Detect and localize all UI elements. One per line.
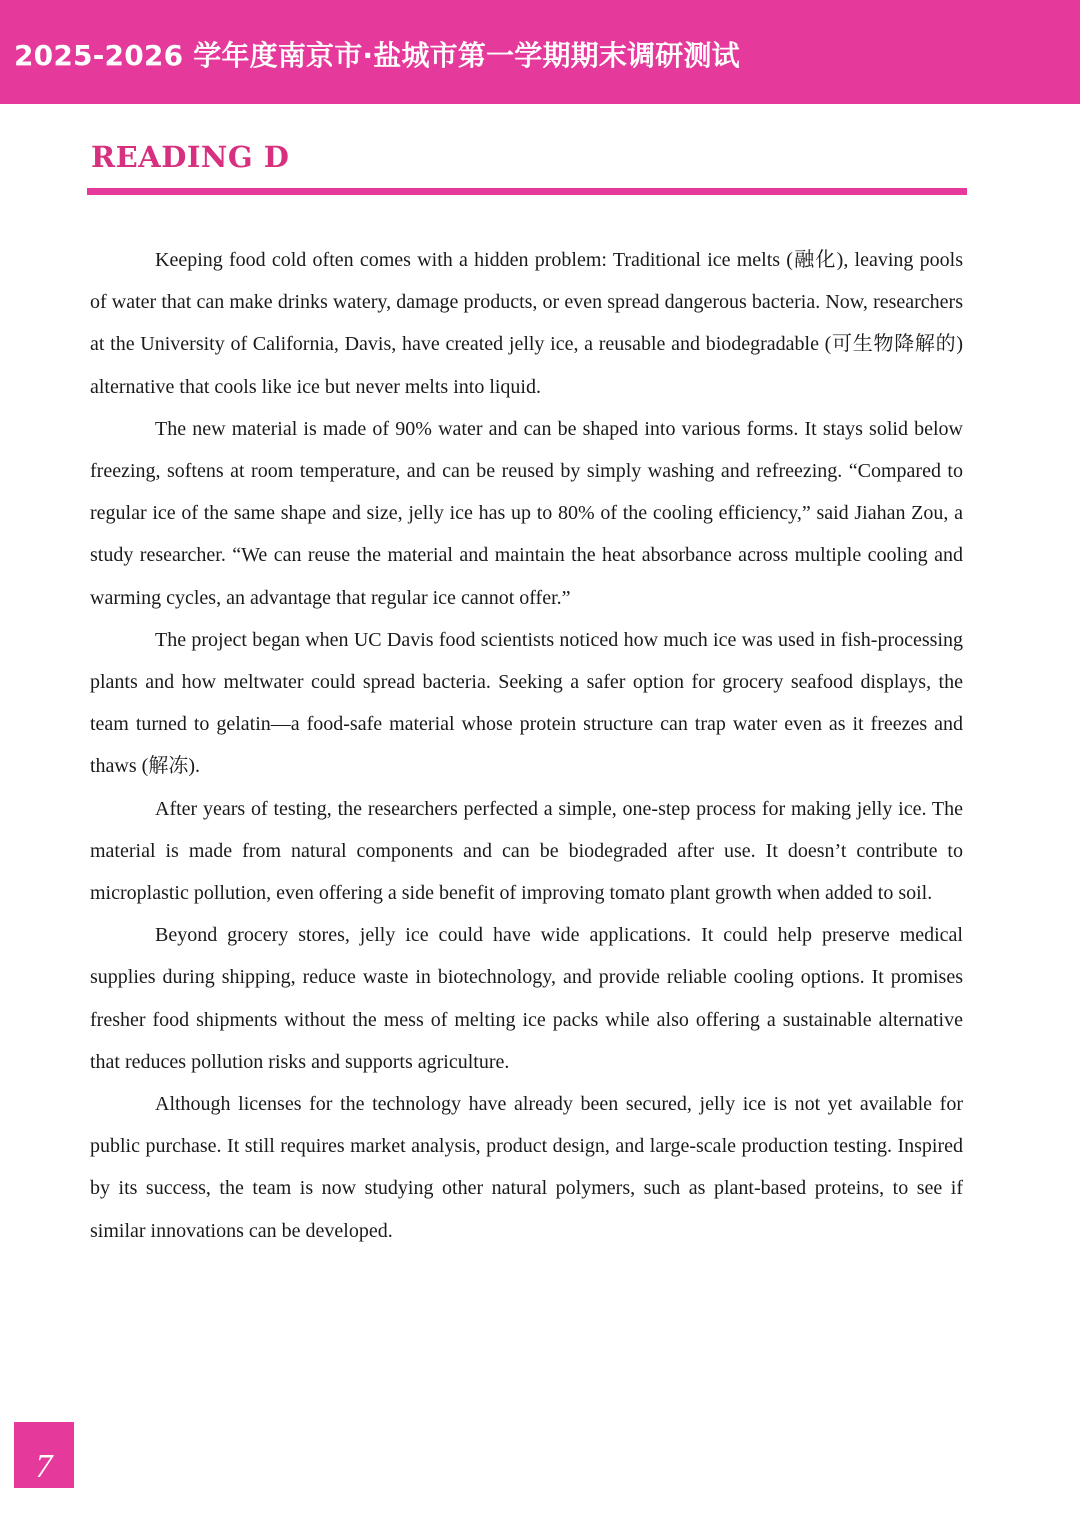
page-number-badge (14, 1422, 74, 1488)
article-body (90, 239, 963, 1252)
paragraph-3: The project began when UC Davis food scientists noticed how much ice was used in fish-processing plants and how meltwater could spread bacteria. Seeking a safer option for grocery seafood displays, the team turned to gelatin—a food-safe material whose protein structure can trap water even as it freezes and thaws (解冻). (90, 628, 963, 778)
section-divider (87, 188, 967, 195)
paragraph-1: Keeping food cold often comes with a hidden problem: Traditional ice melts (融化), leaving pools of water that can make drinks watery, damage products, or even spread dangerous bacteria. Now, researchers at the University of California, Davis, have created jelly ice, a reusable and biodegradable (可生物降解的) alternative that cools like ice but never melts into liquid. (90, 249, 963, 398)
page-number: 7 (35, 1448, 53, 1485)
paragraph-4: After years of testing, the researchers perfected a simple, one-step process for making jelly ice. The material is made from natural components and can be biodegraded after use. It doesn’t contribute to microplastic pollution, even offering a side benefit of improving tomato plant growth when added to soil. (90, 797, 963, 905)
header-bar (0, 0, 1080, 104)
exam-title: 2025-2026 学年度南京市·盐城市第一学期期末调研测试 (14, 39, 740, 72)
paragraph-2: The new material is made of 90% water and can be shaped into various forms. It stays solid below freezing, softens at room temperature, and can be reused by simply washing and refreezing. “Compared to regular ice of the same shape and size, jelly ice has up to 80% of the cooling efficiency,” said Jiahan Zou, a study researcher. “We can reuse the material and maintain the heat absorbance across multiple cooling and warming cycles, an advantage that regular ice cannot offer.” (90, 417, 963, 609)
paragraph-6: Although licenses for the technology have already been secured, jelly ice is not yet available for public purchase. It still requires market analysis, product design, and large-scale production testing. Inspired by its success, the team is now studying other natural polymers, such as plant-based proteins, to see if similar innovations can be developed. (90, 1093, 963, 1242)
paragraph-5: Beyond grocery stores, jelly ice could have wide applications. It could help preserve medical supplies during shipping, reduce waste in biotechnology, and provide reliable cooling options. It promises fresher food shipments without the mess of melting ice packs while also offering a sustainable alternative that reduces pollution risks and supports agriculture. (90, 924, 963, 1073)
section-title: READING D (91, 140, 290, 174)
